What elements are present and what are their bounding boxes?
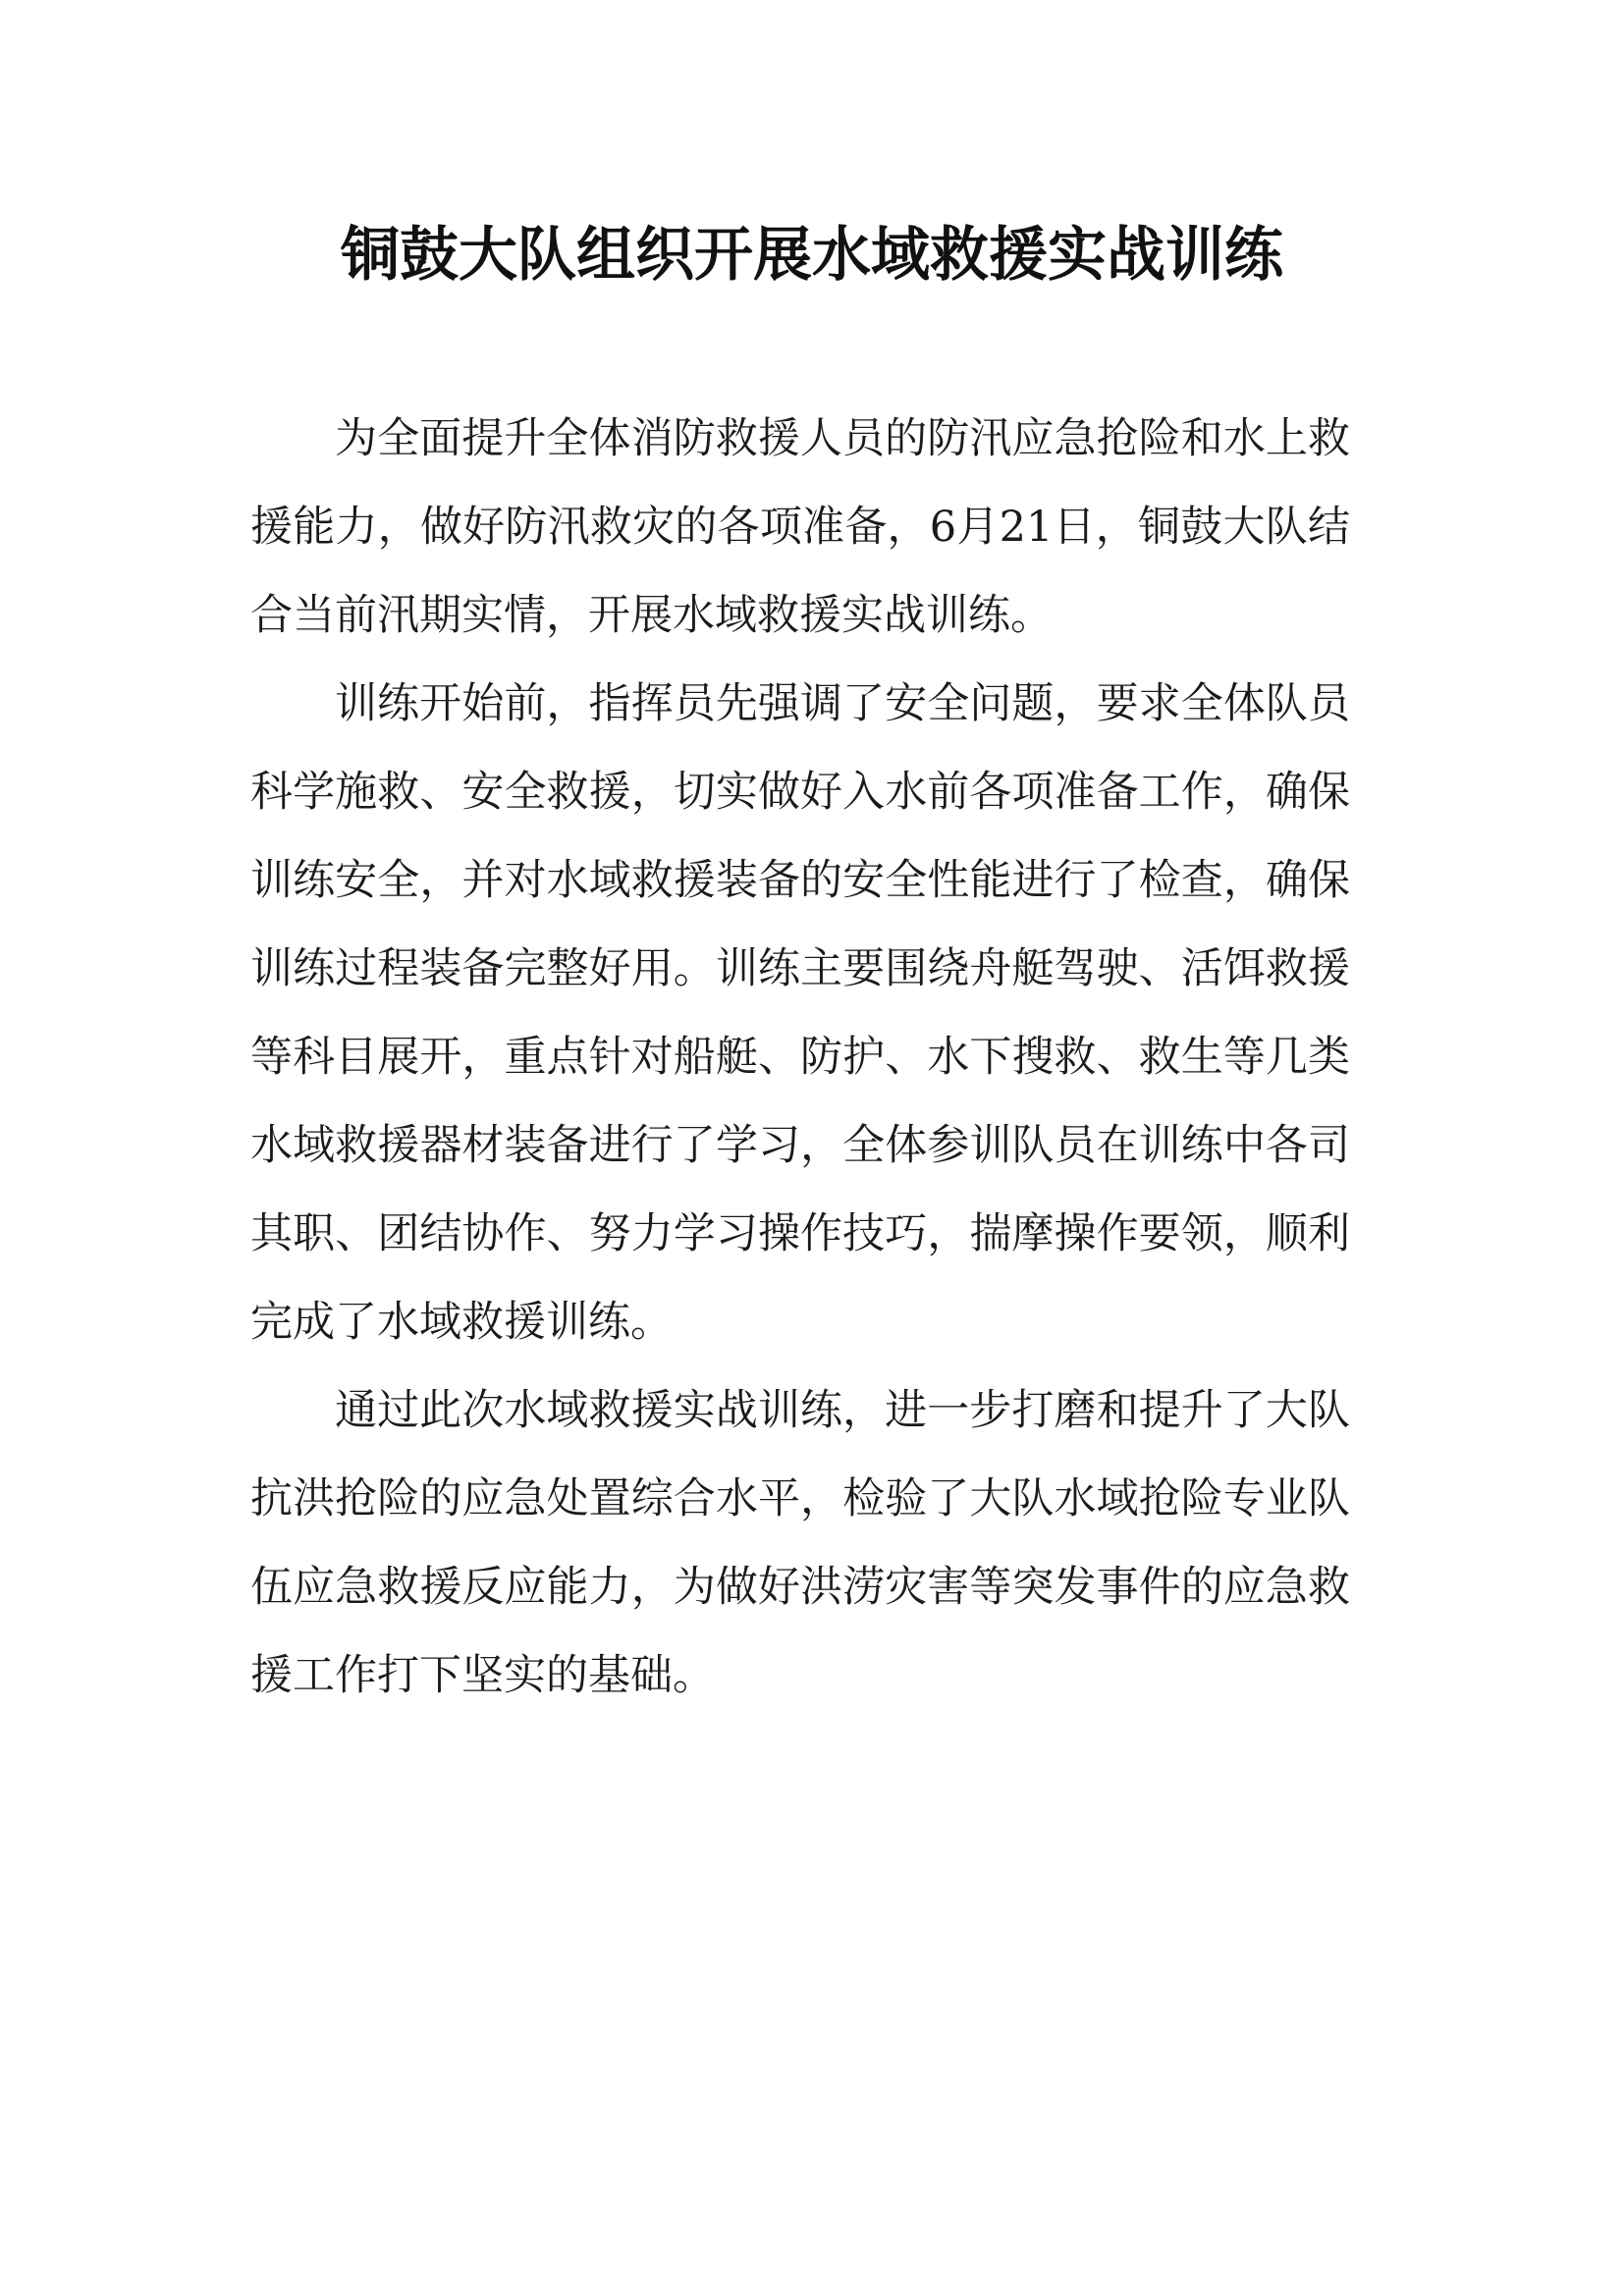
paragraph-3: 通过此次水域救援实战训练，进一步打磨和提升了大队抗洪抢险的应急处置综合水平，检验了大队水域抢险专业队伍应急救援反应能力，为做好洪涝灾害等突发事件的应急救援工作打下坚实的基础。 xyxy=(250,1386,1350,1700)
document-body xyxy=(250,395,1350,1720)
paragraph-1: 为全面提升全体消防救援人员的防汛应急抢险和水上救援能力，做好防汛救灾的各项准备，6月21日，铜鼓大队结合当前汛期实情，开展水域救援实战训练。 xyxy=(250,414,1350,640)
document-title: 铜鼓大队组织开展水域救援实战训练 xyxy=(341,221,1283,290)
paragraph-2: 训练开始前，指挥员先强调了安全问题，要求全体队员科学施救、安全救援，切实做好入水前各项准备工作，确保训练安全，并对水域救援装备的安全性能进行了检查，确保训练过程装备完整好用。训练主要围绕舟艇驾驶、活饵救援等科目展开，重点针对船艇、防护、水下搜救、救生等几类水域救援器材装备进行了学习，全体参训队员在训练中各司其职、团结协作、努力学习操作技巧，揣摩操作要领，顺利完成了水域救援训练。 xyxy=(250,679,1350,1347)
